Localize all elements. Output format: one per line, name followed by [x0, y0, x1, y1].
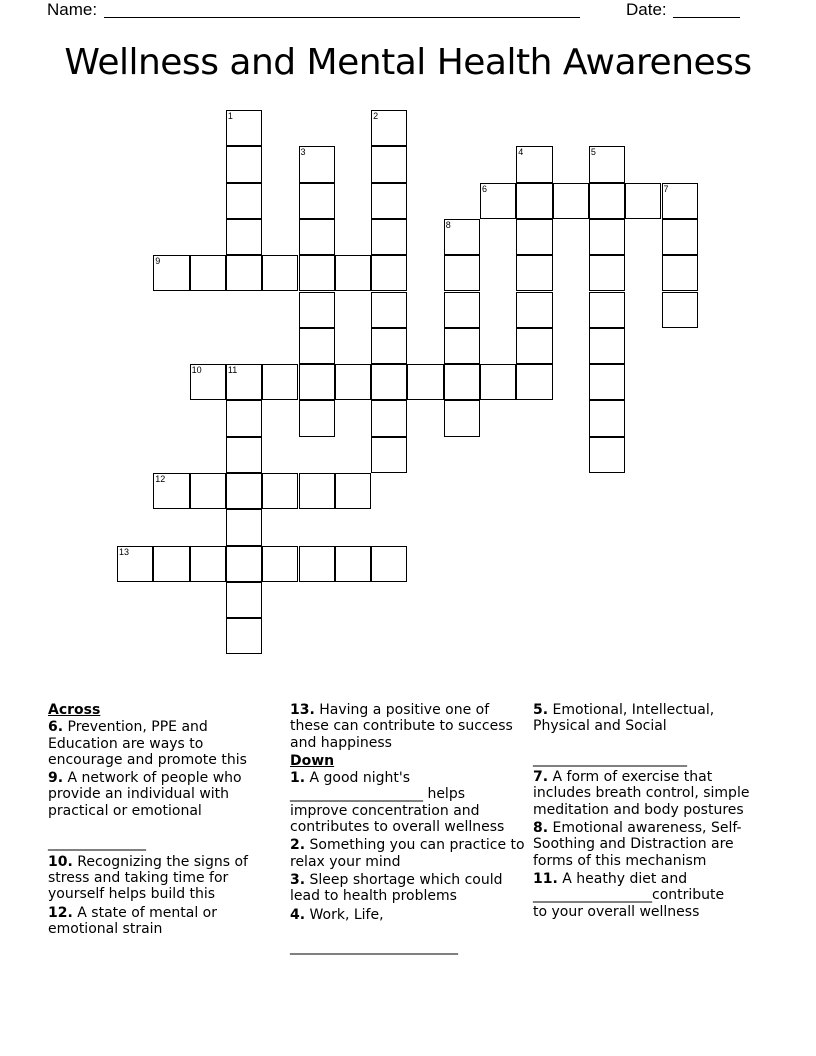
grid-cell[interactable]	[226, 255, 262, 291]
grid-cell[interactable]	[226, 509, 262, 545]
cell-number: 6	[482, 183, 488, 194]
clue-down-2	[290, 837, 530, 870]
clue-down-7	[533, 769, 773, 818]
grid-cell[interactable]	[262, 546, 298, 582]
clue-number: 6.	[48, 719, 64, 736]
clue-number: 5.	[533, 702, 549, 718]
grid-cell[interactable]	[335, 255, 371, 291]
grid-cell[interactable]	[226, 364, 262, 400]
grid-cell[interactable]	[589, 364, 625, 400]
grid-cell[interactable]	[371, 183, 407, 219]
cell-number: 11	[227, 365, 238, 376]
grid-cell[interactable]	[226, 219, 262, 255]
grid-cell[interactable]	[407, 364, 443, 400]
clue-text: A heathy diet and	[562, 870, 688, 887]
grid-cell[interactable]	[444, 400, 480, 436]
clue-text: A state of mental or emotional strain	[48, 904, 218, 937]
grid-cell[interactable]	[226, 582, 262, 618]
grid-cell[interactable]	[335, 546, 371, 582]
cell-number: 8	[445, 219, 451, 230]
grid-cell[interactable]	[516, 219, 552, 255]
grid-cell[interactable]	[444, 292, 480, 328]
clue-text: Recognizing the signs of stress and taking time for yourself helps build this	[48, 853, 248, 903]
cell-number: 3	[300, 147, 306, 158]
clue-text: Something you can practice to relax your mind	[290, 837, 525, 870]
date-field[interactable]	[673, 17, 740, 18]
grid-cell[interactable]	[335, 473, 371, 509]
grid-cell[interactable]	[299, 146, 335, 182]
clue-number: 13.	[290, 702, 315, 718]
grid-cell[interactable]	[335, 364, 371, 400]
grid-cell[interactable]	[589, 183, 625, 219]
clue-text: A form of exercise that includes breath control, simple meditation and body postures	[533, 769, 750, 818]
clues-column-2	[290, 702, 530, 957]
clue-down-4	[290, 907, 530, 956]
grid-cell[interactable]	[299, 473, 335, 509]
clue-text: Work, Life,	[309, 906, 384, 923]
clue-down-5	[533, 702, 773, 767]
grid-cell[interactable]	[553, 183, 589, 219]
clue-across-10	[48, 854, 278, 903]
grid-cell[interactable]	[299, 292, 335, 328]
clue-number: 12.	[48, 904, 73, 921]
grid-cell[interactable]	[662, 183, 698, 219]
grid-cell[interactable]	[117, 546, 153, 582]
clue-number: 8.	[533, 820, 549, 837]
grid-cell[interactable]	[662, 255, 698, 291]
grid-cell[interactable]	[371, 292, 407, 328]
clue-blank: _________________contribute	[533, 887, 725, 904]
cell-number: 2	[373, 111, 379, 121]
grid-cell[interactable]	[226, 618, 262, 654]
cell-number: 12	[155, 474, 166, 484]
grid-cell[interactable]	[226, 110, 262, 146]
grid-cell[interactable]	[226, 437, 262, 473]
grid-cell[interactable]	[190, 546, 226, 582]
grid-cell[interactable]	[153, 546, 189, 582]
clue-down-11	[533, 871, 773, 920]
clue-blank: ________________________	[290, 939, 458, 956]
clue-text: A good night's	[309, 770, 411, 787]
clues-column-1	[48, 702, 278, 939]
clue-blank: ______________	[48, 835, 146, 852]
grid-cell[interactable]	[299, 364, 335, 400]
grid-cell[interactable]	[480, 183, 516, 219]
grid-cell[interactable]	[589, 255, 625, 291]
grid-cell[interactable]	[299, 255, 335, 291]
grid-cell[interactable]	[589, 292, 625, 328]
grid-cell[interactable]	[589, 328, 625, 364]
clue-number: 4.	[290, 906, 306, 923]
page-title: Wellness and Mental Health Awareness	[64, 42, 752, 83]
grid-cell[interactable]	[516, 328, 552, 364]
clue-number: 10.	[48, 853, 73, 870]
clue-number: 9.	[48, 770, 64, 787]
grid-cell[interactable]	[444, 364, 480, 400]
grid-cell[interactable]	[226, 146, 262, 182]
grid-cell[interactable]	[371, 328, 407, 364]
grid-cell[interactable]	[226, 400, 262, 436]
grid-cell[interactable]	[190, 255, 226, 291]
grid-cell[interactable]	[226, 473, 262, 509]
name-field[interactable]	[104, 17, 580, 18]
clue-text: Emotional, Intellectual, Physical and Social	[533, 702, 715, 735]
grid-cell[interactable]	[299, 400, 335, 436]
grid-cell[interactable]	[589, 400, 625, 436]
cell-number: 9	[155, 256, 161, 267]
grid-cell[interactable]	[226, 546, 262, 582]
grid-cell[interactable]	[625, 183, 661, 219]
across-heading: Across	[48, 702, 101, 718]
grid-cell[interactable]	[371, 400, 407, 436]
clue-across-6	[48, 719, 278, 768]
grid-cell[interactable]	[299, 328, 335, 364]
clue-across-13	[290, 702, 530, 751]
name-label: Name:	[47, 0, 98, 19]
grid-cell[interactable]	[371, 364, 407, 400]
grid-cell[interactable]	[262, 473, 298, 509]
date-label: Date:	[626, 0, 667, 19]
grid-cell[interactable]	[480, 364, 516, 400]
grid-cell[interactable]	[589, 146, 625, 182]
grid-cell[interactable]	[444, 328, 480, 364]
cell-number: 7	[663, 183, 669, 194]
grid-cell[interactable]	[299, 183, 335, 219]
grid-cell[interactable]	[516, 292, 552, 328]
grid-cell[interactable]	[662, 292, 698, 328]
grid-cell[interactable]	[299, 546, 335, 582]
clue-across-9	[48, 770, 278, 851]
grid-cell[interactable]	[190, 473, 226, 509]
clue-down-8	[533, 820, 773, 869]
clue-text: Having a positive one of these can contribute to success and happiness	[290, 702, 513, 751]
grid-cell[interactable]	[516, 364, 552, 400]
grid-cell[interactable]	[190, 364, 226, 400]
clue-text-after: to your overall wellness	[533, 903, 700, 920]
clue-number: 1.	[290, 770, 306, 787]
clue-number: 7.	[533, 769, 549, 786]
grid-cell[interactable]	[516, 183, 552, 219]
grid-cell[interactable]	[516, 146, 552, 182]
clue-number: 2.	[290, 837, 306, 854]
down-heading: Down	[290, 752, 335, 769]
grid-cell[interactable]	[371, 219, 407, 255]
clue-blank: ___________________ helps	[290, 786, 466, 803]
grid-cell[interactable]	[662, 219, 698, 255]
clue-number: 11.	[533, 870, 558, 887]
grid-cell[interactable]	[153, 255, 189, 291]
grid-cell[interactable]	[516, 255, 552, 291]
grid-cell[interactable]	[226, 183, 262, 219]
cell-number: 10	[191, 365, 202, 376]
cell-number: 5	[590, 147, 596, 158]
clue-number: 3.	[290, 871, 306, 888]
grid-cell[interactable]	[371, 546, 407, 582]
grid-cell[interactable]	[371, 255, 407, 291]
grid-cell[interactable]	[444, 219, 480, 255]
grid-cell[interactable]	[371, 437, 407, 473]
clue-text: A network of people who provide an individual with practical or emotional	[48, 770, 242, 819]
grid-cell[interactable]	[153, 473, 189, 509]
grid-cell[interactable]	[299, 219, 335, 255]
clue-text: Emotional awareness, Self-Soothing and Distraction are forms of this mechanism	[533, 820, 742, 869]
clues-column-3	[533, 702, 773, 922]
grid-cell[interactable]	[589, 437, 625, 473]
clue-text: Sleep shortage which could lead to health problems	[290, 871, 503, 905]
clue-text-after: improve concentration and contributes to overall wellness	[290, 802, 505, 836]
grid-cell[interactable]	[371, 110, 407, 146]
clue-blank: ______________________	[533, 750, 687, 767]
clue-down-3	[290, 872, 530, 905]
cell-number: 4	[518, 147, 524, 158]
grid-cell[interactable]	[262, 255, 298, 291]
clue-text: Prevention, PPE and Education are ways to encourage and promote this	[48, 719, 247, 768]
cell-number: 13	[119, 546, 130, 557]
grid-cell[interactable]	[262, 364, 298, 400]
grid-cell[interactable]	[371, 146, 407, 182]
clue-across-12	[48, 905, 278, 938]
grid-cell[interactable]	[444, 255, 480, 291]
clue-down-1	[290, 770, 530, 835]
cell-number: 1	[227, 111, 233, 121]
grid-cell[interactable]	[589, 219, 625, 255]
